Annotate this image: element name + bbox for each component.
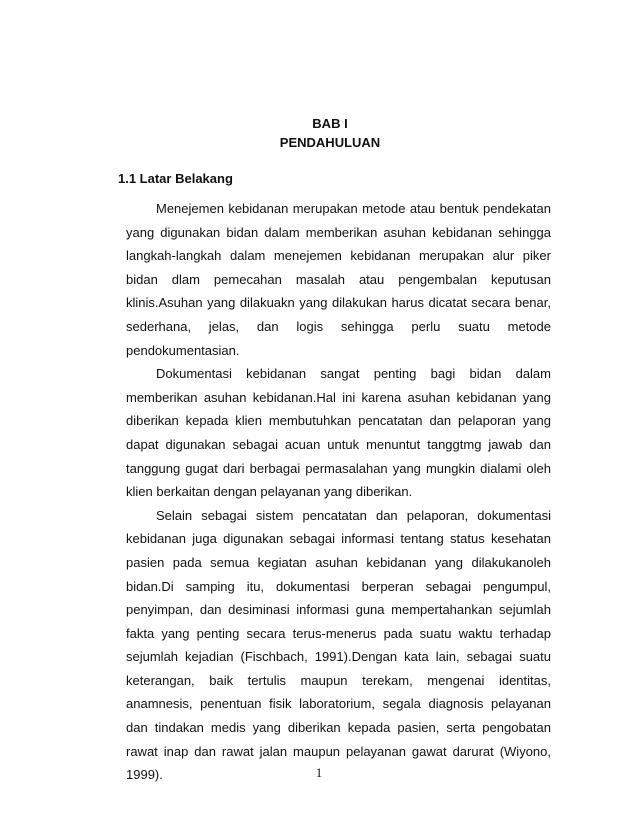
paragraph-3: Selain sebagai sistem pencatatan dan pelaporan, dokumentasi kebidanan juga digunakan sebagai informasi tentang status kesehatan pasien pada semua kegiatan asuhan kebidanan yang dilakukanoleh bidan.Di samping itu, dokumentasi berperan sebagai pengumpul, penyimpan, dan desiminasi informasi guna mempertahankan sejumlah fakta yang penting secara terus-menerus pada suatu waktu terhadap sejumlah kejadian (Fischbach, 1991).Dengan kata lain, sebagai suatu keterangan, baik tertulis maupun terekam, mengenai identitas, anamnesis, penentuan fisik laboratorium, segala diagnosis pelayanan dan tindakan medis yang diberikan kepada pasien, serta pengobatan rawat inap dan rawat jalan maupun pelayanan gawat darurat (Wiyono, 1999). <box>126 507 551 783</box>
paragraph-1: Menejemen kebidanan merupakan metode atau bentuk pendekatan yang digunakan bidan dalam memberikan asuhan kebidanan sehingga langkah-langkah dalam menejemen kebidanan merupakan alur piker bidan dlam pemecahan masalah atau pengembalan keputusan klinis.Asuhan yang dilakuakn yang dilakukan harus dicatat secara benar, sederhana, jelas, dan logis sehingga perlu suatu metode pendokumentasian. <box>126 201 551 358</box>
chapter-number: BAB I <box>312 116 348 131</box>
body-text <box>126 197 551 787</box>
page-number: 1 <box>315 765 323 780</box>
paragraph-2: Dokumentasi kebidanan sangat penting bagi bidan dalam memberikan asuhan kebidanan.Hal ini karena asuhan kebidanan yang diberikan kepada klien membutuhkan pencatatan dan pelaporan yang dapat digunakan sebagai acuan untuk menuntut tanggtmg jawab dan tanggung gugat dari berbagai permasalahan yang mungkin dialami oleh klien berkaitan dengan pelayanan yang diberikan. <box>126 366 551 500</box>
section-heading: 1.1 Latar Belakang <box>118 171 233 186</box>
chapter-title: PENDAHULUAN <box>279 135 381 150</box>
